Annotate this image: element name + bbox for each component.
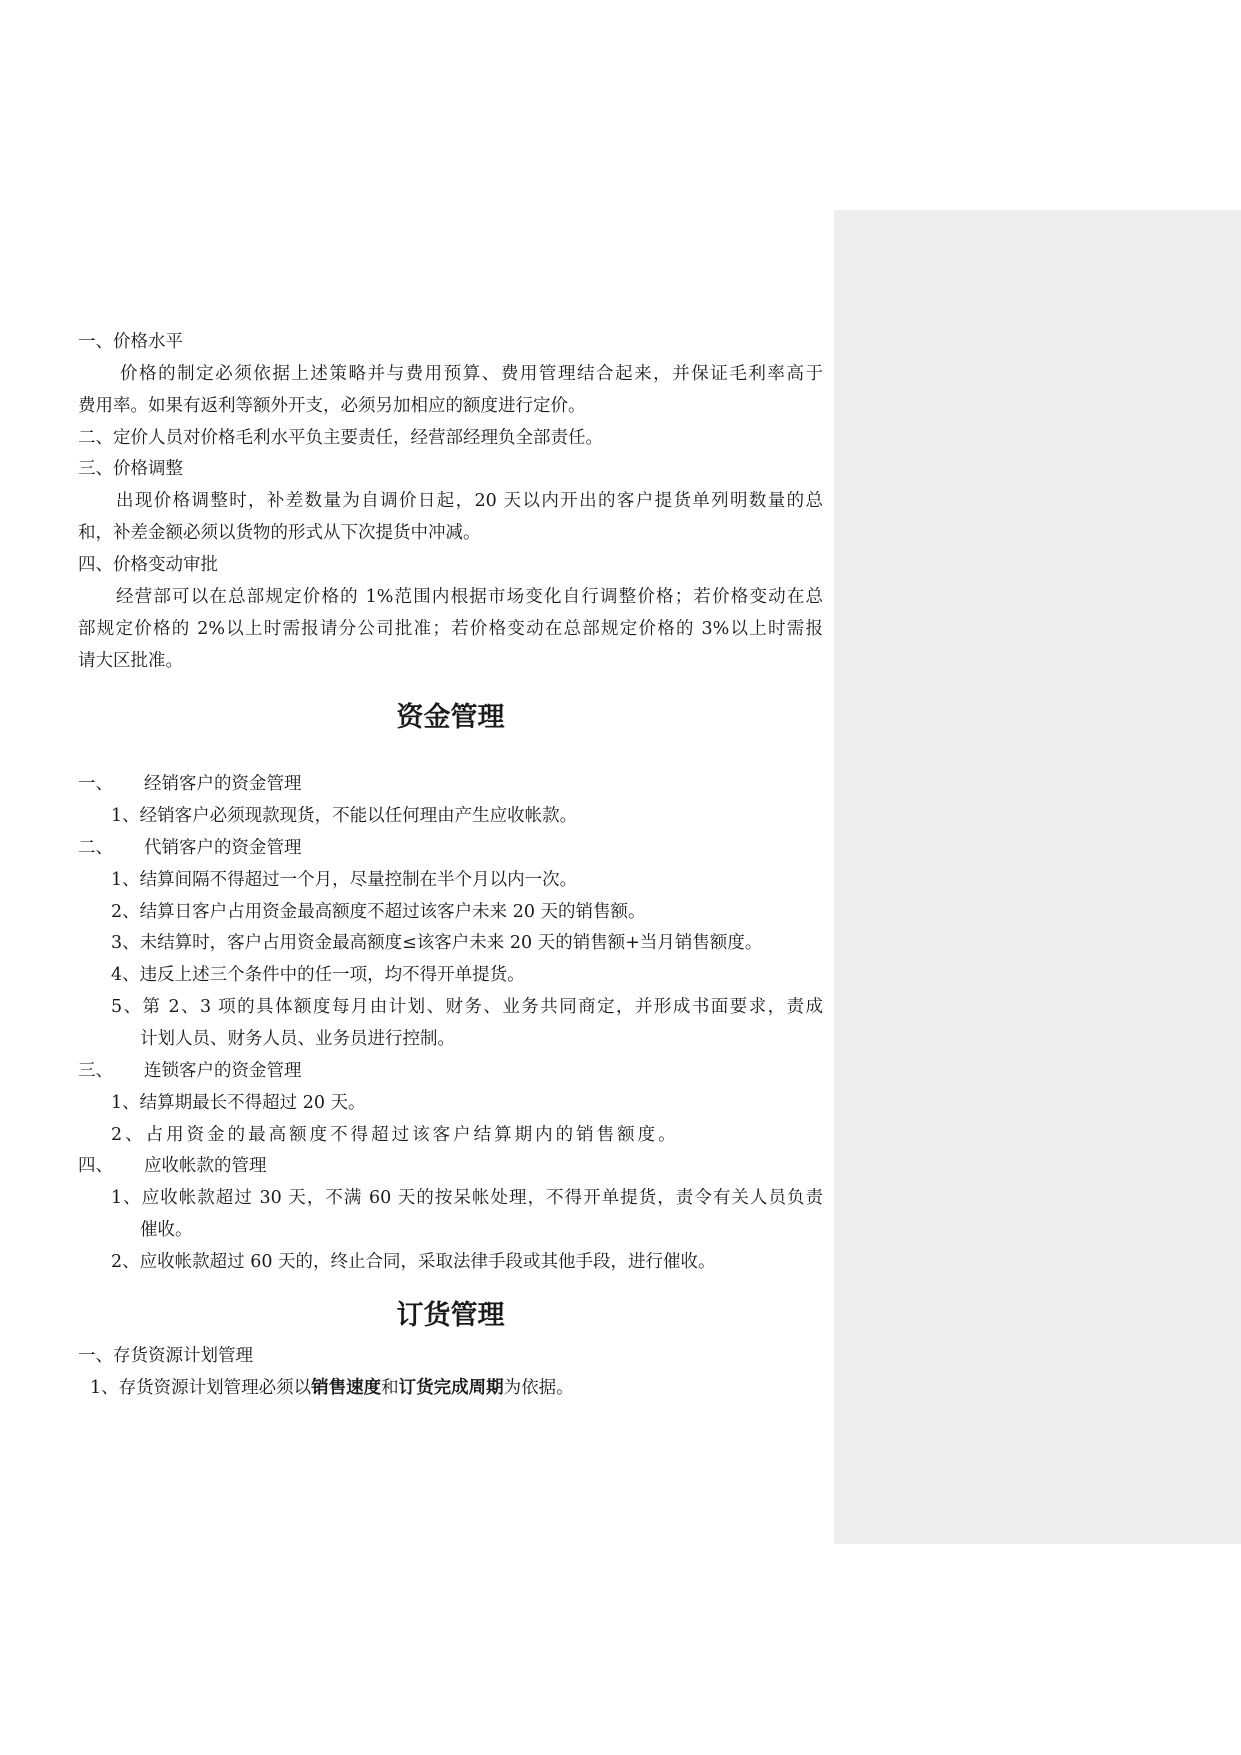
- subsection-title: 经销客户的资金管理: [144, 774, 302, 794]
- list-item: 2、应收帐款超过 60 天的，终止合同，采取法律手段或其他手段，进行催收。: [111, 1252, 716, 1272]
- paragraph: 请大区批准。: [78, 651, 183, 671]
- paragraph: 经营部可以在总部规定价格的 1%范围内根据市场变化自行调整价格；若价格变动在总: [116, 587, 823, 607]
- orders-subsection-1: 一、存货资源计划管理: [78, 1346, 253, 1366]
- pricing-responsibility: 二、定价人员对价格毛利水平负主要责任，经营部经理负全部责任。: [78, 428, 603, 448]
- text-run: 为依据。: [503, 1378, 574, 1398]
- paragraph: 部规定价格的 2%以上时需报请分公司批准；若价格变动在总部规定价格的 3%以上时需报: [78, 619, 823, 639]
- list-item: 1、结算期最长不得超过 20 天。: [111, 1093, 366, 1113]
- emphasis-order-cycle: 订货完成周期: [398, 1378, 504, 1398]
- funds-subsection-1: [78, 772, 302, 796]
- comment-margin-pane: [834, 210, 1241, 1544]
- list-item: 2、结算日客户占用资金最高额度不超过该客户未来 20 天的销售额。: [111, 902, 646, 922]
- section-heading-funds: 资金管理: [396, 702, 505, 733]
- list-marker: 二、: [78, 838, 113, 858]
- list-item: 1、应收帐款超过 30 天，不满 60 天的按呆帐处理，不得开单提货，责令有关人员负责: [111, 1188, 823, 1208]
- list-marker: 一、: [78, 774, 113, 794]
- paragraph: 出现价格调整时，补差数量为自调价日起，20 天以内开出的客户提货单列明数量的总: [116, 491, 823, 511]
- list-item: 5、第 2、3 项的具体额度每月由计划、财务、业务共同商定，并形成书面要求，责成: [111, 997, 823, 1017]
- funds-subsection-2: [78, 836, 302, 860]
- list-item: 4、违反上述三个条件中的任一项，均不得开单提货。: [111, 965, 525, 985]
- paragraph: 和，补差金额必须以货物的形式从下次提货中冲减。: [78, 523, 481, 543]
- list-item: 2、占用资金的最高额度不得超过该客户结算期内的销售额度。: [111, 1125, 679, 1145]
- paragraph: 价格的制定必须依据上述策略并与费用预算、费用管理结合起来，并保证毛利率高于: [120, 364, 823, 384]
- list-item: 1、结算间隔不得超过一个月，尽量控制在半个月以内一次。: [111, 870, 578, 890]
- funds-subsection-4: [78, 1154, 267, 1178]
- list-item: [90, 1376, 574, 1400]
- subsection-title: 应收帐款的管理: [144, 1156, 267, 1176]
- list-item: 3、未结算时，客户占用资金最高额度≤该客户未来 20 天的销售额+当月销售额度。: [111, 933, 763, 953]
- price-level-title: 一、价格水平: [78, 332, 183, 352]
- subsection-title: 连锁客户的资金管理: [144, 1061, 302, 1081]
- list-item-continuation: 计划人员、财务人员、业务员进行控制。: [140, 1029, 455, 1049]
- price-adjustment-title: 三、价格调整: [78, 459, 183, 479]
- list-marker: 四、: [78, 1156, 113, 1176]
- funds-subsection-3: [78, 1059, 302, 1083]
- emphasis-sales-speed: 销售速度: [311, 1378, 382, 1398]
- text-run: 1、存货资源计划管理必须以: [90, 1378, 312, 1398]
- paragraph: 费用率。如果有返利等额外开支，必须另加相应的额度进行定价。: [78, 396, 586, 416]
- section-heading-orders: 订货管理: [396, 1300, 505, 1331]
- price-change-approval-title: 四、价格变动审批: [78, 555, 218, 575]
- list-marker: 三、: [78, 1061, 113, 1081]
- text-run: 和: [381, 1378, 399, 1398]
- list-item: 1、经销客户必须现款现货，不能以任何理由产生应收帐款。: [111, 806, 578, 826]
- list-item-continuation: 催收。: [140, 1220, 193, 1240]
- subsection-title: 代销客户的资金管理: [144, 838, 302, 858]
